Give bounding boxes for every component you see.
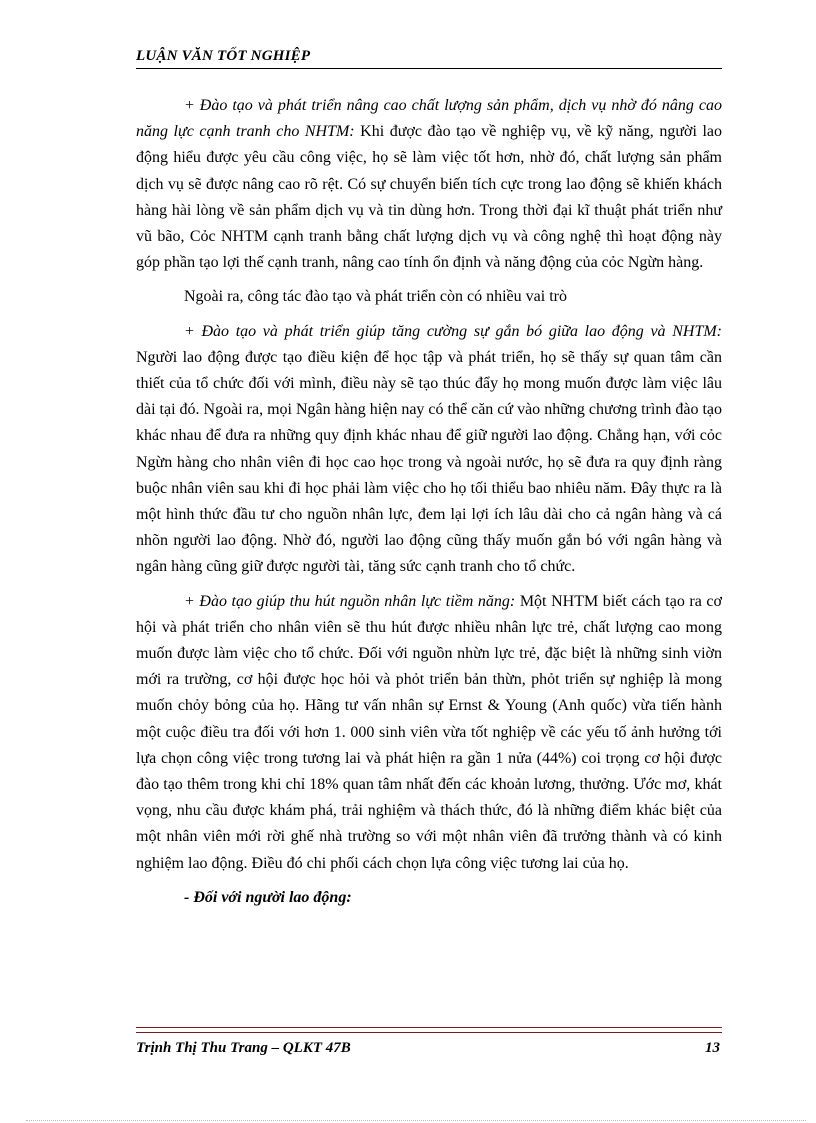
paragraph-other-roles (136, 284, 722, 310)
document-header-title: LUẬN VĂN TỐT NGHIỆP (136, 48, 311, 64)
footer-author: Trịnh Thị Thu Trang – QLKT 47B (136, 1040, 351, 1056)
paragraph-text: Một NHTM biết cách tạo ra cơ hội và phát triển cho nhân viên sẽ thu hút được nhiều nhân lực trẻ, chất lượng cao mong muốn được làm việc cho tổ chức. Đối với nguồn nhừn lực trẻ, đặc biệt là những sinh viờn mới ra trường, cơ hội được học hỏi và phỏt triển bản thừn, phỏt triển sự nghiệp là mong muốn chỏy bỏng của họ. Hãng tư vấn nhân sự Ernst & Young (Anh quốc) vừa tiến hành một cuộc điều tra đối với hơn 1. 000 sinh viên vừa tốt nghiệp về các yếu tố ảnh hưởng tới lựa chọn công việc trong tương lai và phát hiện ra gần 1 nửa (44%) coi trọng cơ hội được đào tạo thêm trong khi chỉ 18% quan tâm nhất đến các khoản lương, thưởng. Ước mơ, khát vọng, nhu cầu được khám phá, trải nghiệm và thách thức, đó là những điểm khác biệt của một nhân viên mới rời ghế nhà trường so với một nhân viên đã trưởng thành và có kinh nghiệm lao động. Điều đó chi phối cách chọn lựa công việc tương lai của họ. (136, 592, 722, 872)
paragraph-attract-talent (136, 589, 722, 877)
section-heading-workers (136, 885, 722, 911)
paragraph-text: Ngoài ra, công tác đào tạo và phát triển còn có nhiều vai trò (184, 288, 567, 306)
paragraph-text: Khi được đào tạo về nghiệp vụ, về kỹ năng, người lao động hiểu được yêu cầu công việc, họ sẽ làm việc tốt hơn, nhờ đó, chất lượng sản phẩm dịch vụ sẽ được nâng cao rõ rệt. Có sự chuyển biến tích cực trong lao động sẽ khiến khách hàng hài lòng về sản phẩm dịch vụ và tin dùng hơn. Trong thời đại kĩ thuật phát triển như vũ bão, Cỏc NHTM cạnh tranh bằng chất lượng dịch vụ và công nghệ thì hoạt động này góp phần tạo lợi thế cạnh tranh, nâng cao tính ổn định và năng động của cỏc Ngừn hàng. (136, 123, 722, 272)
paragraph-lead: + Đào tạo giúp thu hút nguồn nhân lực tiềm năng: (184, 592, 516, 610)
paragraph-lead: + Đào tạo và phát triển giúp tăng cường sự gắn bó giữa lao động và NHTM: (184, 322, 722, 340)
page-number: 13 (705, 1040, 720, 1056)
paragraph-quality (136, 93, 722, 276)
paragraph-text: Người lao động được tạo điều kiện để học tập và phát triển, họ sẽ thấy sự quan tâm cần thiết của tổ chức đối với mình, điều này sẽ tạo thúc đẩy họ mong muốn được làm việc lâu dài tại đó. Ngoài ra, mọi Ngân hàng hiện nay có thể căn cứ vào những chương trình đào tạo khác nhau để đưa ra những quy định khác nhau để giữ người lao động. Chẳng hạn, với cỏc Ngừn hàng cho nhân viên đi học cao học trong và ngoài nước, họ sẽ đưa ra quy định ràng buộc nhân viên sau khi đi học phải làm việc cho họ tối thiểu bao nhiêu năm. Đây thực ra là một hình thức đầu tư cho nguồn nhân lực, đem lại lợi ích lâu dài cho cả ngân hàng và cá nhõn người lao động. Nhờ đó, người lao động cũng thấy muốn gắn bó với ngân hàng và ngân hàng cũng giữ được người tài, tăng sức cạnh tranh cho tổ chức. (136, 348, 722, 576)
paragraph-engagement (136, 319, 722, 581)
section-heading: - Đối với người lao động: (184, 888, 352, 906)
header-divider (136, 68, 722, 69)
page-edge-divider (26, 1120, 806, 1121)
document-body (136, 93, 722, 919)
footer-divider-top (136, 1027, 722, 1028)
paragraph-lead: + Đào tạo và phát triển nâng cao chất lượng sản phẩm, dịch vụ nhờ đó nâng cao năng lực cạnh tranh cho NHTM: (136, 97, 722, 141)
footer-divider-bottom (136, 1032, 722, 1033)
